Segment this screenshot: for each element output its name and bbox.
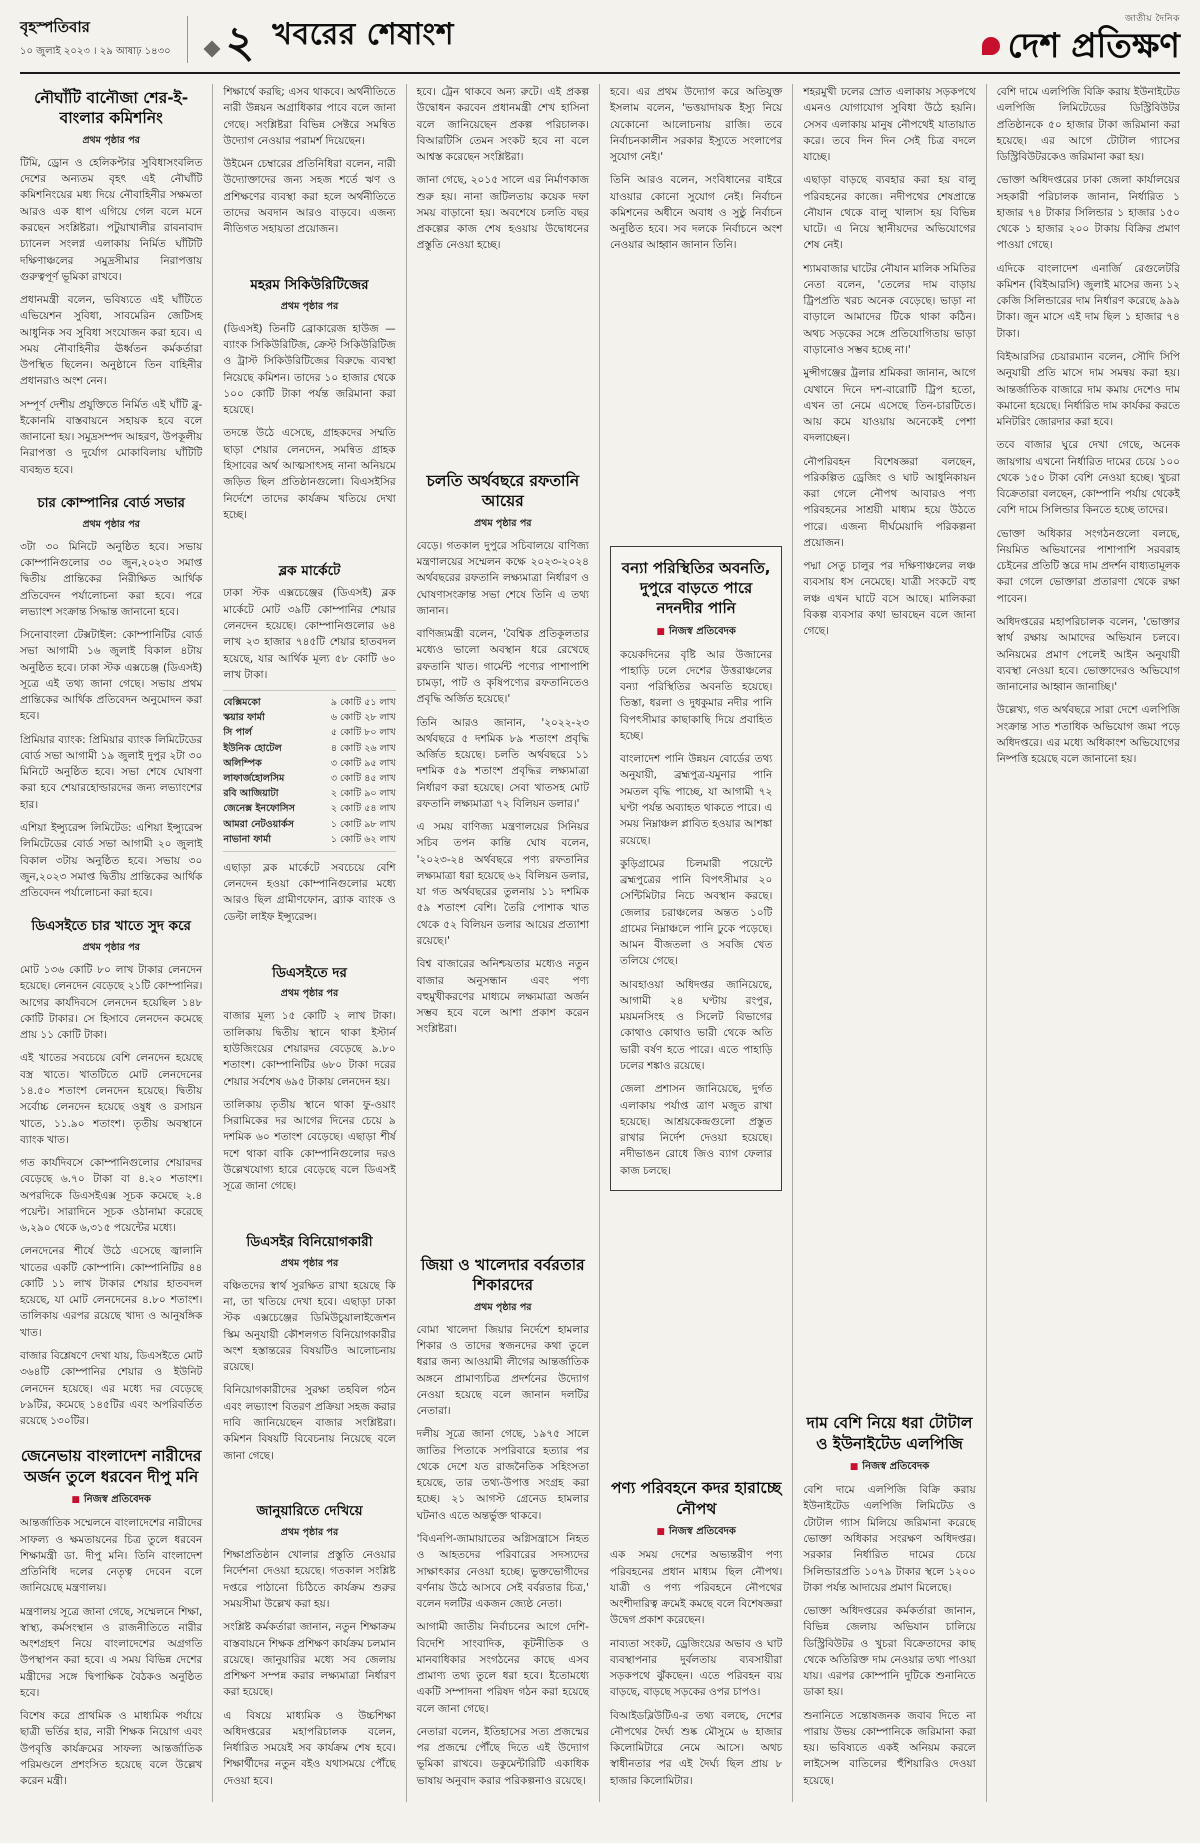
subhead-title: ডিএসইর বিনিয়োগকারী [246,1234,373,1251]
body-paragraph: দলীয় সূত্রে জানা গেছে, ১৯৭৫ সালে জাতির পিতাকে সপরিবারে হত্যার পর থেকে দেশে যত রাজনৈতিক সহিংসতা হয়েছে, তার তথ্য-উপাত্ত সংগ্রহ করা হচ্ছে। ২১ আগস্ট গ্রেনেড হামলার ঘটনাও এতে অন্তর্ভুক্ত থাকবে। [416,1428,589,1522]
page-number: ২ [225,17,255,69]
list-item [223,725,395,740]
headline-title: পণ্য পরিবহনে কদর হারাচ্ছে নৌপথ [610,1479,782,1518]
body-paragraph: জেলা প্রশাসন জানিয়েছে, দুর্গত এলাকায় পর্যাপ্ত ত্রাণ মজুত রাখা হয়েছে। আশ্রয়কেন্দ্রগুলো প্রস্তুত রাখার নির্দেশ দেওয়া হয়েছে। নদীভাঙন রোধে জিও ব্যাগ ফেলার কাজ চলছে। [619,1083,773,1177]
body-paragraph: বাজার বিশ্লেষণে দেখা যায়, ডিএসইতে মোট ৩৬৪টি কোম্পানির শেয়ার ও ইউনিট লেনদেন হয়েছে। এর মধ্যে দর বেড়েছে ৮৯টির, কমেছে ১৪৫টির এবং অপরিবর্তিত রয়েছে ১৩০টির। [20,1350,203,1428]
body-paragraph: ৩টা ৩০ মিনিটে অনুষ্ঠিত হবে। সভায় কোম্পানিগুলোর ৩০ জুন,২০২৩ সমাপ্ত দ্বিতীয় প্রান্তিকের নিরীক্ষিত আর্থিক প্রতিবেদন পর্যালোচনা করা হবে। পরে লভ্যাংশ সংক্রান্ত সিদ্ধান্ত জানানো হবে। [20,540,203,618]
body-paragraph: ঢাকা স্টক এক্সচেঞ্জের (ডিএসই) ব্লক মার্কেটে মোট ৩৯টি কোম্পানির শেয়ার লেনদেন হয়েছে। কোম্পানিগুলোর ৬৪ লাখ ২৩ হাজার ৭৪৫টি শেয়ার হাতবদল হয়েছে, যার আর্থিক মূল্য ৫৮ কোটি ৬০ লাখ টাকা। [223,587,396,681]
continued-from-label: প্রথম পৃষ্ঠার পর [82,942,140,954]
subhead-title: চার কোম্পানির বোর্ড সভার [37,494,185,511]
headline-title: জিয়া ও খালেদার বর্বরতার শিকারদের [421,1255,585,1295]
body-paragraph: তালিকায় তৃতীয় স্থানে থাকা ফু-ওয়াং সিরামিকের দর আগের দিনের চেয়ে ৯ দশমিক ৬০ শতাংশ বেড়েছে। এছাড়া শীর্ষ দশে থাকা বাকি কোম্পানিগুলোর দরও উল্লেখযোগ্য হারে বেড়েছে বলে ডিএসই সূত্রে জানা গেছে। [223,1098,396,1193]
headline-title: চলতি অর্থবছরে রফতানি আয়ের [426,471,580,511]
body-paragraph: বাংলাদেশ পানি উন্নয়ন বোর্ডের তথ্য অনুযায়ী, ব্রহ্মপুত্র-যমুনার পানি সমতল বৃদ্ধি পাচ্ছে, যা আগামী ৭২ ঘণ্টা পর্যন্ত অব্যাহত থাকতে পারে। এ সময় নিম্নাঞ্চল প্লাবিত হওয়ার আশঙ্কা রয়েছে। [619,753,773,847]
trade-value: ৯ কোটি ৫১ লাখ [330,697,396,709]
body-paragraph: টিমি, ড্রোন ও হেলিকপ্টার সুবিধাসংবলিত দেশের অন্যতম বৃহৎ এই নৌঘাঁটি কমিশনিংয়ের মধ্য দিয়ে নৌবাহিনীর সক্ষমতা আরও এক ধাপ এগিয়ে গেল বলে মনে করছেন সংশ্লিষ্টরা। পটুয়াখালীর রাবনাবাদ চ্যানেল সংলগ্ন এলাকায় নির্মিত ঘাঁটিটি দক্ষিণাঞ্চলের সমুদ্রসীমার নিরাপত্তায় গুরুত্বপূর্ণ ভূমিকা রাখবে। [20,156,203,283]
list-item [223,710,395,725]
body-paragraph: বাজার মূল্য ১৫ কোটি ২ লাখ টাকা। তালিকায় দ্বিতীয় স্থানে থাকা ইস্টার্ন হাউজিংয়ের শেয়ারদর বেড়েছে ৯.৮০ শতাংশ। কোম্পানিটির ৬৮০ টাকা দরের শেয়ার সর্বশেষ ৬৯৫ টাকায় লেনদেন হয়। [223,1010,396,1088]
body-paragraph: প্রধানমন্ত্রী বলেন, ভবিষ্যতে এই ঘাঁটিতে এভিয়েশন সুবিধা, সাবমেরিন জেটিসহ আধুনিক সব সুবিধা সংযোজন করা হবে। এ সময় নৌবাহিনীর ঊর্ধ্বতন কর্মকর্তারা উপস্থিত ছিলেন। অনুষ্ঠানে তিন বাহিনীর প্রধানরাও অংশ নেন। [20,294,203,388]
subhead-title: ব্লক মার্কেটে [278,562,341,579]
list-item [223,832,395,847]
body-paragraph: হবে। ট্রেন থাকবে অন্য রুটে। এই প্রকল্প উদ্বোধন করবেন প্রধানমন্ত্রী শেখ হাসিনা বলে জানিয়েছেন প্রকল্প পরিচালক। বিআরটিসি তেমন সংকট হবে না বলে আশ্বস্ত করেছেন সংশ্লিষ্টরা। [416,86,589,164]
article [223,273,395,530]
body-paragraph: কয়েকদিনের বৃষ্টি আর উজানের পাহাড়ি ঢলে দেশের উত্তরাঞ্চলের বন্যা পরিস্থিতির অবনতি হয়েছে। তিস্তা, ধরলা ও দুধকুমার নদীর পানি বিপৎসীমার কাছাকাছি দিয়ে প্রবাহিত হচ্ছে। [619,648,773,742]
article [610,84,782,261]
body-paragraph: এ সময় বাণিজ্য মন্ত্রণালয়ের সিনিয়র সচিব তপন কান্তি ঘোষ বলেন, '২০২৩-২৪ অর্থবছরে পণ্য রফতানির লক্ষ্যমাত্রা ধরা হয়েছে ৬২ বিলিয়ন ডলার, যা গত অর্থবছরের তুলনায় ১১ দশমিক ৫৯ শতাংশ বেশি। তৈরি পোশাক খাত থেকে ৫২ বিলিয়ন ডলার আয়ের প্রত্যাশা রয়েছে।' [416,821,589,947]
body-paragraph: 'বিএনপি-জামায়াতের অগ্নিসন্ত্রাসে নিহত ও আহতদের পরিবারের সদস্যদের সাক্ষাৎকার নেওয়া হচ্ছে। ভুক্তভোগীদের বর্ণনায় উঠে আসবে সেই বর্বরতার চিত্র,' বলেন দলটির একজন জ্যেষ্ঠ নেতা। [416,1533,589,1611]
body-paragraph: লেনদেনের শীর্ষে উঠে এসেছে জ্বালানি খাতের একটি কোম্পানি। কোম্পানিটির ৪৪ কোটি ১১ লাখ টাকার শেয়ার হাতবদল হয়েছে, যা মোট লেনদেনের ৪.৮০ শতাংশ। তালিকায় এরপর রয়েছে খাদ্য ও আনুষঙ্গিক খাত। [20,1245,203,1339]
list-item [223,771,395,786]
list-item [223,695,395,710]
article [997,84,1180,774]
company-name: বেক্সিমকো [223,697,261,709]
byline-bullet-icon: ■ [849,1462,859,1473]
company-name: রবি আজিয়াটা [223,788,279,800]
article [20,84,202,485]
company-name: স্কয়ার ফার্মা [223,712,265,724]
block-trade-list [223,690,395,852]
body-paragraph: পদ্মা সেতু চালুর পর দক্ষিণাঞ্চলের লঞ্চ ব্যবসায় ধস নেমেছে। যাত্রী সংকটে বহু লঞ্চ এখন ঘাটে বসে আছে। মালিকরা বিকল্প ব্যবসার কথা ভাবছেন বলে জানা গেছে। [803,560,976,638]
article [803,1409,975,1796]
column-1 [20,84,213,1802]
trade-value: ২ কোটি ৫৪ লাখ [330,803,396,815]
date-block [20,16,188,63]
article [223,84,395,244]
masthead-tagline: জাতীয় দৈনিক [1125,14,1180,24]
body-paragraph: (ডিএসই) তিনটি ব্রোকারেজ হাউজ — ব্যাংক সিকিউরিটিজ, ক্রেস্ট সিকিউরিটিজ ও ট্রাস্ট সিকিউরিটিজের বিরুদ্ধে ব্যবস্থা নিয়েছে কমিশন। তাদের ১০ হাজার থেকে ১০০ কোটি টাকা পর্যন্ত জরিমানা করা হয়েছে। [223,322,396,417]
body-paragraph: ভোক্তা অধিদপ্তরের ঢাকা জেলা কার্যালয়ের সহকারী পরিচালক জানান, নির্ধারিত ১ হাজার ৭৪ টাকার সিলিন্ডার ১ হাজার ১৫০ থেকে ১ হাজার ২০০ টাকায় বিক্রির প্রমাণ পাওয়া গেছে। [996,174,1180,252]
body-paragraph: তিনি আরও বলেন, সংবিধানের বাইরে যাওয়ার কোনো সুযোগ নেই। নির্বাচন কমিশনের অধীনে অবাধ ও সুষ্ঠু নির্বাচন অনুষ্ঠিত হবে। সব দলকে নির্বাচনে অংশ নেওয়ার আহ্বান জানান তিনি। [609,174,783,252]
masthead-block [982,11,1180,66]
body-paragraph: মন্ত্রণালয় সূত্রে জানা গেছে, সম্মেলনে শিক্ষা, স্বাস্থ্য, কর্মসংস্থান ও রাজনীতিতে নারীর অংশগ্রহণ নিয়ে বাংলাদেশের অগ্রগতি উপস্থাপন করা হবে। এ সময় বিভিন্ন দেশের মন্ত্রীদের সঙ্গে দ্বিপাক্ষিক বৈঠকও অনুষ্ঠিত হবে। [20,1605,203,1699]
body-paragraph: বিনিয়োগকারীদের সুরক্ষা তহবিল গঠন এবং লভ্যাংশ বিতরণ প্রক্রিয়া সহজ করার দাবি জানিয়েছেন বাজার সংশ্লিষ্টরা। কমিশন বিষয়টি বিবেচনায় নিয়েছে বলে জানা গেছে। [223,1384,396,1462]
body-paragraph: শুনানিতে সন্তোষজনক জবাব দিতে না পারায় উভয় কোম্পানিকে জরিমানা করা হয়। ভবিষ্যতে একই অনিয়ম করলে লাইসেন্স বাতিলের হুঁশিয়ারিও দেওয়া হয়েছে। [803,1709,976,1787]
article [223,1230,395,1471]
headline-title: জেনেভায় বাংলাদেশ নারীদের অর্জন তুলে ধরবেন দীপু মনি [20,1447,202,1486]
body-paragraph: নাব্যতা সংকট, ড্রেজিংয়ের অভাব ও ঘাট ব্যবস্থাপনার দুর্বলতায় ব্যবসায়ীরা সড়কপথে ঝুঁকছেন। এতে পরিবহন ব্যয় বাড়ছে, বাড়ছে সড়কের ওপর চাপও। [609,1637,783,1699]
continued-from-label: প্রথম পৃষ্ঠার পর [474,1301,532,1313]
column-3 [407,84,600,1802]
continued-from-label: প্রথম পৃষ্ঠার পর [280,988,339,1000]
body-paragraph: বঞ্চিতদের স্বার্থ সুরক্ষিত রাখা হয়েছে কি না, তা খতিয়ে দেখা হবে। এছাড়া ঢাকা স্টক এক্সচেঞ্জের ডিমিউচুয়ালাইজেশন স্কিম অনুযায়ী কৌশলগত বিনিয়োগকারীর অংশ হস্তান্তরের বিষয়টিও আলোচনায় রয়েছে। [223,1279,396,1374]
list-item [223,741,395,756]
trade-value: ৫ কোটি ৮০ লাখ [330,727,396,739]
byline [610,1524,782,1541]
body-paragraph: এ বিষয়ে মাধ্যমিক ও উচ্চশিক্ষা অধিদপ্তরের মহাপরিচালক বলেন, নির্ধারিত সময়েই সব কার্যক্রম শেষ হবে। শিক্ষার্থীদের নতুন বইও যথাসময়ে পৌঁছে দেওয়া হবে। [223,1709,396,1787]
byline-label: নিজস্ব প্রতিবেদক [668,1526,736,1538]
body-paragraph: প্রিমিয়ার ব্যাংক: প্রিমিয়ার ব্যাংক লিমিটেডের বোর্ড সভা আগামী ১৯ জুলাই দুপুর ২টা ৩০ মিনিটে অনুষ্ঠিত হবে। সভা শেষে ঘোষণা করা হবে শেয়ারহোল্ডারদের জন্য লভ্যাংশের হার। [20,733,203,811]
body-paragraph: উইমেন চেম্বারের প্রতিনিধিরা বলেন, নারী উদ্যোক্তাদের জন্য সহজ শর্তে ঋণ ও প্রশিক্ষণের ব্যবস্থা করা হলে অর্থনীতিতে তাদের অবদান আরও বাড়বে। এজন্য নীতিগত সহায়তা প্রয়োজন। [223,158,396,236]
body-paragraph: শিক্ষার্থে করছি; এসব থাকবে। অর্থনীতিতে নারী উন্নয়ন অগ্রাধিকার পাবে বলে জানা গেছে। সংশ্লিষ্টরা বিভিন্ন সেক্টরে সমন্বিত উদ্যোগ নেওয়ার পরামর্শ দিয়েছেন। [223,86,396,147]
article [223,961,395,1202]
continued-from-label: প্রথম পৃষ্ঠার পর [82,134,140,146]
trade-value: ৪ কোটি ২৬ লাখ [330,742,396,754]
article [417,84,589,261]
headline-title: নৌঘাঁটি বানৌজা শের-ই-বাংলার কমিশনিং [34,89,189,128]
body-paragraph: সংশ্লিষ্ট কর্মকর্তারা জানান, নতুন শিক্ষাক্রম বাস্তবায়নে শিক্ষক প্রশিক্ষণ কার্যক্রম চলমান রয়েছে। জানুয়ারির মধ্যে সব জেলায় প্রশিক্ষণ সম্পন্ন করার লক্ষ্যমাত্রা নির্ধারণ করা হয়েছে। [223,1621,396,1699]
body-paragraph: ভোক্তা অধিদপ্তরের কর্মকর্তারা জানান, বিভিন্ন জেলায় অভিযান চালিয়ে ডিস্ট্রিবিউটর ও খুচরা বিক্রেতাদের কাছ থেকে অতিরিক্ত দাম নেওয়ার তথ্য পাওয়া যায়। এরপর কোম্পানি দুটিকে শুনানিতে ডাকা হয়। [803,1605,976,1699]
byline-label: নিজস্ব প্রতিবেদক [83,1494,151,1506]
trade-value: ১ কোটি ৬২ লাখ [330,833,396,845]
continued-from-label: প্রথম পৃষ্ঠার পর [82,518,140,530]
column-4 [600,84,793,1802]
company-name: জেনেক্স ইনফোসিস [223,803,295,815]
column-5 [793,84,986,1802]
article [223,1499,395,1796]
body-paragraph: জানা গেছে, ২০১৫ সালে এর নির্মাণকাজ শুরু হয়। নানা জটিলতায় কয়েক দফা সময় বাড়ানো হয়। অবশেষে চলতি বছর প্রকল্পের কাজ শেষ হওয়ায় উদ্বোধনের প্রস্তুতি নেওয়া হচ্ছে। [416,174,589,252]
list-item [223,817,395,832]
article [803,84,975,647]
byline [20,1492,202,1509]
body-paragraph: এদিকে বাংলাদেশ এনার্জি রেগুলেটরি কমিশন (বিইআরসি) জুলাই মাসের জন্য ১২ কেজি সিলিন্ডারের দাম নির্ধারণ করেছে ৯৯৯ টাকা। জুন মাসে এই দাম ছিল ১ হাজার ৭৪ টাকা। [996,262,1180,340]
body-paragraph: বিশেষ করে প্রাথমিক ও মাধ্যমিক পর্যায়ে ছাত্রী ভর্তির হার, নারী শিক্ষক নিয়োগ এবং উপবৃত্তি কার্যক্রমের সাফল্য আন্তর্জাতিক পরিমণ্ডলে প্রশংসিত হয়েছে বলে উল্লেখ করেন মন্ত্রী। [20,1710,203,1788]
body-paragraph: বিশ্ব বাজারের অনিশ্চয়তার মধ্যেও নতুন বাজার অনুসন্ধান এবং পণ্য বহুমুখীকরণের মাধ্যমে লক্ষ্যমাত্রা অর্জন সম্ভব হবে বলে আশা প্রকাশ করেন সংশ্লিষ্টরা। [416,958,589,1036]
headline-title: দাম বেশি নিয়ে ধরা টোটাল ও ইউনাইটেড এলপিজি [806,1414,973,1453]
masthead-mark-icon [982,37,1000,55]
body-paragraph: শিক্ষাপ্রতিষ্ঠান খোলার প্রস্তুতি নেওয়ার নির্দেশনা দেওয়া হয়েছে। গতকাল সংশ্লিষ্ট দপ্তরে পাঠানো চিঠিতে কার্যক্রম শুরুর সময়সীমা উল্লেখ করা হয়। [223,1549,396,1611]
subhead-title: জানুয়ারিতে দেখিয়ে [256,1503,363,1520]
body-paragraph: আবহাওয়া অধিদপ্তর জানিয়েছে, আগামী ২৪ ঘণ্টায় রংপুর, ময়মনসিংহ ও সিলেট বিভাগের কোথাও কোথাও ভারী থেকে অতি ভারী বর্ষণ হতে পারে। এতে পাহাড়ি ঢলের শঙ্কাও রয়েছে। [619,978,773,1072]
subhead-title: ডিএসইতে চার খাতে সুদ করে [31,918,191,935]
body-paragraph: উল্লেখ্য, গত অর্থবছরে সারা দেশে এলপিজি সংক্রান্ত সাত শতাধিক অভিযোগ জমা পড়ে অধিদপ্তরে। এর মধ্যে অধিকাংশ অভিযোগের নিষ্পত্তি হয়েছে বলে জানানো হয়। [996,704,1180,766]
byline-bullet-icon: ■ [656,1527,665,1538]
body-paragraph: এছাড়া বাড়ছে ব্যবহার করা হয় বালু পরিবহনের কাজে। নদীপথের শেষপ্রান্তে নৌযান থেকে বালু খালাস হয় বিভিন্ন ঘাটে। এ নিয়ে স্থানীয়দের অভিযোগের শেষ নেই। [803,174,976,252]
page-number-block [206,17,255,69]
continued-from-label: প্রথম পৃষ্ঠার পর [280,1527,339,1539]
company-name: সি পার্ল [223,727,252,739]
body-paragraph: এছাড়া ব্লক মার্কেটে সবচেয়ে বেশি লেনদেন হওয়া কোম্পানিগুলোর মধ্যে আরও ছিল গ্রামীণফোন, ব্র্যাক ব্যাংক ও ডেল্টা লাইফ ইন্স্যুরেন্স। [223,861,396,923]
body-paragraph: বাণিজ্যমন্ত্রী বলেন, 'বৈশ্বিক প্রতিকূলতার মধ্যেও ভালো অবস্থান ধরে রেখেছে রফতানি খাত। গার্মেন্ট পণ্যের পাশাপাশি চামড়া, পাট ও কৃষিপণ্যের রফতানিতেও প্রবৃদ্ধি অর্জিত হয়েছে।' [416,628,589,706]
article [20,1442,202,1796]
body-paragraph: বিআইডব্লিউটিএ-র তথ্য বলছে, দেশের নৌপথের দৈর্ঘ্য শুষ্ক মৌসুমে ৬ হাজার কিলোমিটারে নেমে আসে। অথচ স্বাধীনতার পর এই দৈর্ঘ্য ছিল প্রায় ৮ হাজার কিলোমিটার। [609,1709,783,1787]
byline-bullet-icon: ■ [656,626,665,637]
article [20,914,202,1436]
article [223,559,395,932]
company-name: ইউনিক হোটেল [223,742,282,754]
body-paragraph: গত কার্যদিবসে কোম্পানিগুলোর শেয়ারদর বেড়েছে ৬.৭০ টাকা বা ৪.২০ শতাংশ। অপরদিকে ডিএসইএক্স সূচক কমেছে ২.৪ পয়েন্ট। সারাদিনে সূচক ওঠানামা করেছে ৬,২৯০ থেকে ৬,৩১৫ পয়েন্টের মধ্যে। [20,1157,203,1235]
body-paragraph: তিনি আরও জানান, '২০২২-২৩ অর্থবছরে ৫ দশমিক ৮৯ শতাংশ প্রবৃদ্ধি অর্জিত হয়েছে। চলতি অর্থবছরে ১১ দশমিক ৫৯ শতাংশ প্রবৃদ্ধির লক্ষ্যমাত্রা নির্ধারণ করা হয়েছে। সেবা খাতসহ মোট রফতানি লক্ষ্যমাত্রা ৭২ বিলিয়ন ডলার।' [416,716,589,810]
body-paragraph: নৌপরিবহন বিশেষজ্ঞরা বলছেন, পরিকল্পিত ড্রেজিং ও ঘাট আধুনিকায়ন করা গেলে নৌপথ আবারও পণ্য পরিবহনের সাশ্রয়ী মাধ্যম হয়ে উঠতে পারে। এজন্য দীর্ঘমেয়াদি পরিকল্পনা প্রয়োজন। [803,455,976,549]
body-paragraph: এক সময় দেশের অভ্যন্তরীণ পণ্য পরিবহনের প্রধান মাধ্যম ছিল নৌপথ। যাত্রী ও পণ্য পরিবহনে নৌপথের অংশীদারিত্ব ক্রমেই কমছে বলে বিশেষজ্ঞরা উদ্বেগ প্রকাশ করেছেন। [609,1549,783,1627]
weekday-label: বৃহস্পতিবার [20,18,90,36]
body-paragraph: আন্তর্জাতিক সম্মেলনে বাংলাদেশের নারীদের সাফল্য ও ক্ষমতায়নের চিত্র তুলে ধরবেন শিক্ষামন্ত্রী ডা. দীপু মনি। তিনি বাংলাদেশ প্রতিনিধি দলের নেতৃত্ব দেবেন বলে জানিয়েছে মন্ত্রণালয়। [20,1517,203,1595]
trade-value: ১ কোটি ৯৮ লাখ [330,818,396,830]
body-paragraph: মুন্সীগঞ্জের ট্রলার শ্রমিকরা জানান, আগে যেখানে দিনে দশ-বারোটি ট্রিপ হতো, এখন তা নেমে এসেছে তিন-চারটিতে। আয় কমে যাওয়ায় অনেকেই পেশা বদলাচ্ছেন। [803,367,976,445]
list-item [223,801,395,816]
article [610,1474,782,1796]
company-name: অলিম্পিক [223,757,262,769]
list-item [223,786,395,801]
continued-from-label: প্রথম পৃষ্ঠার পর [474,517,532,529]
byline [620,624,772,641]
article [20,491,202,908]
byline-label: নিজস্ব প্রতিবেদক [862,1461,930,1473]
byline-bullet-icon: ■ [71,1495,80,1506]
trade-value: ২ কোটি ৯০ লাখ [330,788,396,800]
trade-value: ৩ কোটি ৯৫ লাখ [330,757,396,769]
body-paragraph: শহরমুখী ঢলের স্রোত এলাকায় সড়কপথে এমনও যোগাযোগ সুবিধা উঠে হয়নি। সেসব এলাকায় মানুষ নৌপথেই যাতায়াত করে। তবে দিন দিন সেই চিত্র বদলে যাচ্ছে। [803,86,976,164]
byline-label: নিজস্ব প্রতিবেদক [668,625,736,637]
article [417,467,589,1045]
body-paragraph: বোমা খালেদা জিয়ার নির্দেশে হামলার শিকার ও তাদের স্বজনদের কথা তুলে ধরার জন্য আওয়ামী লীগের আন্তর্জাতিক অঙ্গনে প্রামাণ্যচিত্র প্রদর্শনের উদ্যোগ নেওয়া হয়েছে বলে জানান দলটির নেতারা। [416,1323,589,1418]
continued-from-label: প্রথম পৃষ্ঠার পর [280,1257,339,1269]
continued-from-label: প্রথম পৃষ্ঠার পর [280,300,339,312]
list-item [223,756,395,771]
trade-value: ৬ কোটি ২৮ লাখ [330,712,396,724]
body-paragraph: কুড়িগ্রামের চিলমারী পয়েন্টে ব্রহ্মপুত্রের পানি বিপৎসীমার ২০ সেন্টিমিটার নিচে অবস্থান করছে। জেলার চরাঞ্চলের অন্তত ১০টি গ্রামের নিম্নাঞ্চলে পানি ঢুকে পড়েছে। আমন বীজতলা ও সবজি খেত তলিয়ে গেছে। [619,857,773,968]
flower-ornament-icon [203,41,220,58]
columns-area [20,84,1180,1802]
page-header [20,10,1180,74]
body-paragraph: বেড়ে। গতকাল দুপুরে সচিবালয়ে বাণিজ্য মন্ত্রণালয়ের সম্মেলন কক্ষে ২০২৩-২০২৪ অর্থবছরের রফতানি লক্ষ্যমাত্রা নির্ধারণ ও ঘোষণাসংক্রান্ত সভা শেষে তিনি এ তথ্য জানান। [416,539,589,617]
body-paragraph: এই খাতের সবচেয়ে বেশি লেনদেন হয়েছে বস্ত্র খাতে। খাতটিতে মোট লেনদেনের ১৪.৫০ শতাংশ লেনদেন হয়েছে। দ্বিতীয় সর্বোচ্চ লেনদেন হয়েছে ওষুধ ও রসায়ন খাতে, ১১.৯০ শতাংশ। তৃতীয় অবস্থানে ব্যাংক খাত। [20,1052,203,1146]
body-paragraph: ভোক্তা অধিকার সংগঠনগুলো বলছে, নিয়মিত অভিযানের পাশাপাশি সরবরাহ চেইনের প্রতিটি স্তরে দাম প্রদর্শন বাধ্যতামূলক করা গেলে ভোক্তারা প্রতারণা থেকে রক্ষা পাবেন। [996,527,1180,605]
body-paragraph: বিইআরসির চেয়ারম্যান বলেন, সৌদি সিপি অনুযায়ী প্রতি মাসে দাম সমন্বয় করা হয়। আন্তর্জাতিক বাজারে দাম কমায় দেশেও দাম কমানো হয়েছে। নির্ধারিত দাম কার্যকর করতে মনিটরিং জোরদার করা হবে। [996,350,1180,429]
body-paragraph: অধিদপ্তরের মহাপরিচালক বলেন, 'ভোক্তার স্বার্থ রক্ষায় আমাদের অভিযান চলবে। অনিয়মের প্রমাণ পেলেই আইন অনুযায়ী ব্যবস্থা নেওয়া হবে। ভোক্তাদেরও অভিযোগ জানানোর আহ্বান জানাচ্ছি।' [996,615,1180,694]
body-paragraph: তদন্তে উঠে এসেছে, গ্রাহকদের সম্মতি ছাড়া শেয়ার লেনদেন, সমন্বিত গ্রাহক হিসাবের অর্থ আত্মসাৎসহ নানা অনিয়মে জড়িত ছিল প্রতিষ্ঠানগুলো। বিএসইসির নির্দেশে তাদের কার্যক্রম খতিয়ে দেখা হচ্ছে। [223,427,396,521]
body-paragraph: হবে। এর প্রথম উদ্যোগ করে অতিযুক্ত ইসলাম বলেন, 'ভত্তয়াদায়ক ইস্যু নিয়ে যেকোনো আলোচনায় রাজি। তবে নির্বাচনকালীন সরকার ইস্যুতে সংলাপের সুযোগ নেই।' [609,86,783,164]
body-paragraph: এশিয়া ইন্স্যুরেন্স লিমিটেড: এশিয়া ইন্স্যুরেন্স লিমিটেডের বোর্ড সভা আগামী ২০ জুলাই বিকাল ৩টায় অনুষ্ঠিত হবে। সভায় ৩০ জুন,২০২৩ সমাপ্ত দ্বিতীয় প্রান্তিকের আর্থিক প্রতিবেদন পর্যালোচনা করা হবে। [20,822,203,900]
body-paragraph: তবে বাজার ঘুরে দেখা গেছে, অনেক জায়গায় এখনো নির্ধারিত দামের চেয়ে ১০০ থেকে ১৫০ টাকা বেশি নেওয়া হচ্ছে। খুচরা বিক্রেতারা বলছেন, কোম্পানি পর্যায় থেকেই বেশি দামে সিলিন্ডার কিনতে হচ্ছে তাদের। [996,439,1180,517]
company-name: নাভানা ফার্মা [223,833,272,845]
masthead-title: দেশ প্রতিক্ষণ [1007,26,1180,66]
boxhead-title: বন্যা পরিস্থিতির অবনতি, দুপুরে বাড়তে পারে নদনদীর পানি [621,559,771,617]
section-title: খবরের শেষাংশ [272,17,454,52]
column-2 [213,84,406,1802]
body-paragraph: মোট ১৩৬ কোটি ৮০ লাখ টাকার লেনদেন হয়েছে। লেনদেন বেড়েছে ২১টি কোম্পানির। আগের কার্যদিবসে লেনদেন হয়েছিল ১৪৮ কোটি টাকার। সে হিসাবে লেনদেন কমেছে প্রায় ১১ কোটি টাকা। [20,964,203,1042]
subhead-title: মহরম সিকিউরিটিজের [250,277,369,294]
body-paragraph: সিনোবাংলা টেক্সটাইল: কোম্পানিটির বোর্ড সভা আগামী ১৬ জুলাই বিকাল ৪টায় অনুষ্ঠিত হবে। ঢাকা স্টক এক্সচেঞ্জ (ডিএসই) সূত্রে এই তথ্য জানা গেছে। সভায় প্রথম প্রান্তিকের আর্থিক প্রতিবেদন অনুমোদন করা হবে। [20,629,203,723]
body-paragraph: শ্যামবাজার ঘাটের নৌযান মালিক সমিতির নেতা বলেন, 'তেলের দাম বাড়ায় ট্রিপপ্রতি খরচ অনেক বেড়েছে। ভাড়া না বাড়ালে আমাদের টিকে থাকা কঠিন। অথচ সড়কের সঙ্গে প্রতিযোগিতায় ভাড়া বাড়ানোও সম্ভব হচ্ছে না।' [803,262,976,356]
trade-value: ৩ কোটি ৪৫ লাখ [330,773,396,785]
body-paragraph: বেশি দামে এলপিজি বিক্রি করায় ইউনাইটেড এলপিজি লিমিটেডের ডিস্ট্রিবিউটর প্রতিষ্ঠানকে ৫০ হাজার টাকা জরিমানা করা হয়েছে। এর আগে টোটাল গ্যাসের ডিস্ট্রিবিউটরকেও জরিমানা করা হয়। [996,86,1180,164]
body-paragraph: সম্পূর্ণ দেশীয় প্রযুক্তিতে নির্মিত এই ঘাঁটি ব্লু-ইকোনমি বাস্তবায়নে সহায়ক হবে বলে জানানো হয়। সমুদ্রসম্পদ আহরণ, উপকূলীয় নিরাপত্তা ও দুর্যোগ মোকাবিলায় ঘাঁটিটি ব্যবহৃত হবে। [20,398,203,476]
company-name: আমরা নেটওয়ার্কস [223,818,294,830]
body-paragraph: নেতারা বলেন, ইতিহাসের সত্য প্রজন্মের পর প্রজন্মে পৌঁছে দিতে এই উদ্যোগ ভূমিকা রাখবে। ডকুমেন্টারিটি একাধিক ভাষায় অনুবাদ করার পরিকল্পনাও রয়েছে। [416,1725,589,1787]
column-6 [987,84,1180,1802]
article [610,546,782,1191]
date-line: ১০ জুলাই ২০২৩ । ২৯ আষাঢ় ১৪৩০ [20,46,171,57]
subhead-title: ডিএসইতে দর [272,964,347,981]
body-paragraph: বেশি দামে এলপিজি বিক্রি করায় ইউনাইটেড এলপিজি লিমিটেড ও টোটাল গ্যাস মিলিয়ে জরিমানা করেছে ভোক্তা অধিকার সংরক্ষণ অধিদপ্তর। সরকার নির্ধারিত দামের চেয়ে সিলিন্ডারপ্রতি ১০৭৯ টাকার স্থলে ১২০০ টাকা পর্যন্ত আদায়ের প্রমাণ মিলেছে। [803,1484,976,1594]
byline [803,1459,975,1476]
article [417,1251,589,1796]
masthead [982,26,1180,66]
body-paragraph: আগামী জাতীয় নির্বাচনের আগে দেশি-বিদেশি সাংবাদিক, কূটনীতিক ও মানবাধিকার সংগঠনের কাছে এসব প্রামাণ্য তথ্য তুলে ধরা হবে। ইতোমধ্যে একটি সম্পাদনা পরিষদ গঠন করা হয়েছে বলে জানা গেছে। [416,1621,589,1715]
company-name: লাফার্জহোলসিম [223,773,285,785]
